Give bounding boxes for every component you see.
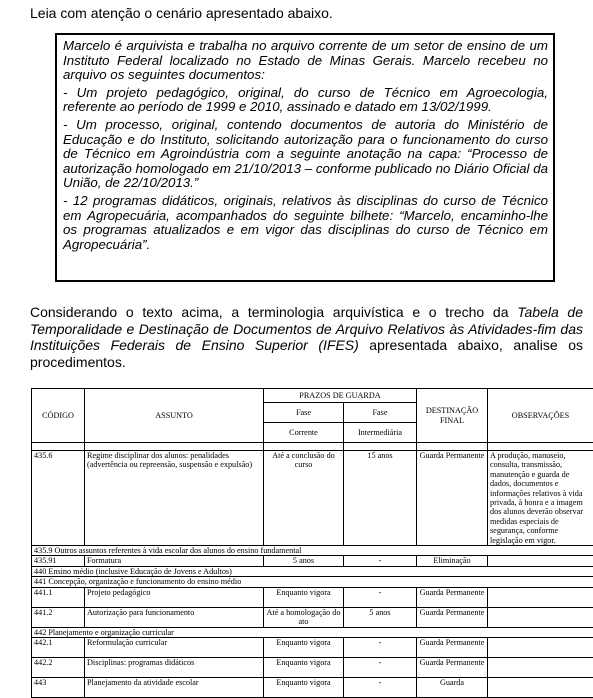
row-code: 441.2 (32, 607, 85, 627)
intro-text: Leia com atenção o cenário apresentado abaixo. (30, 5, 333, 21)
row-intermediaria: - (344, 556, 417, 566)
scenario-paragraph-4: - 12 programas didáticos, originais, relativos às disciplinas do curso de Técnico em Agropecuária, acompanhados do seguinte bilhete: “Marcelo, encaminho-lhe os programas atualizados e em vigor das disciplinas do curso de Técnico em Agropecuária”. (63, 194, 548, 252)
row-intermediaria: - (344, 658, 417, 678)
row-subject: Planejamento da atividade escolar (85, 678, 264, 698)
row-corrente: Enquanto vigora (264, 658, 344, 678)
row-corrente: Até a homologação do ato (264, 607, 344, 627)
row-subject: Projeto pedagógico (85, 587, 264, 607)
row-observacoes: A produção, manuseio, consulta, transmissão, manutenção e guarda de dados, documentos e informações relativos à vida privada, à honra e a imagem dos alunos deverão observar medidas especiais de segurança, conforme legislação em vigor. (488, 451, 593, 546)
section-label: 435.9 Outros assuntos referentes à vida escolar dos alunos do ensino fundamental (32, 546, 593, 556)
row-destinacao: Guarda Permanente (417, 451, 488, 546)
row-subject: Regime disciplinar dos alunos: penalidades (advertência ou repreensão, suspensão e expulsão) (85, 451, 264, 546)
row-intermediaria: 5 anos (344, 607, 417, 627)
table-row (32, 587, 593, 607)
row-corrente: 5 anos (264, 556, 344, 566)
row-code: 442.2 (32, 658, 85, 678)
section-label: 440 Ensino médio (inclusive Educação de Jovens e Adultos) (32, 566, 593, 576)
instruction-part-1: Considerando o texto acima, a terminologia arquivística e o trecho da (30, 304, 517, 320)
row-destinacao: Eliminação (417, 556, 488, 566)
scenario-paragraph-1: Marcelo é arquivista e trabalha no arquivo corrente de um setor de ensino de um Instituto Federal localizado no Estado de Minas Gerais. Marcelo recebeu no arquivo os seguintes documentos: (63, 39, 548, 83)
section-label: 442 Planejamento e organização curricular (32, 627, 593, 637)
header-assunto: ASSUNTO (85, 389, 264, 443)
row-observacoes (488, 638, 593, 658)
section-row (32, 577, 593, 587)
header-corrente: Corrente (264, 423, 344, 443)
row-subject: Reformulação curricular (85, 638, 264, 658)
row-code: 443 (32, 678, 85, 698)
row-corrente: Enquanto vigora (264, 638, 344, 658)
row-code: 435.6 (32, 451, 85, 546)
header-observacoes: OBSERVAÇÕES (488, 389, 593, 443)
table-title-reference: Tabela de Temporalidade e Destinação de Documentos de Arquivo Relativos às Atividades-fim das Instituições Federais de Ensino Superior (IFES) (30, 304, 583, 353)
instruction-part-2: apresentada abaixo, analise os procedimentos. (30, 337, 583, 370)
section-row (32, 566, 593, 576)
row-intermediaria: - (344, 638, 417, 658)
row-intermediaria: - (344, 587, 417, 607)
row-observacoes (488, 678, 593, 698)
row-destinacao: Guarda Permanente (417, 638, 488, 658)
header-codigo: CÓDIGO (32, 389, 85, 443)
row-intermediaria: - (344, 678, 417, 698)
section-row (32, 627, 593, 637)
table-row (32, 556, 593, 566)
row-corrente: Enquanto vigora (264, 678, 344, 698)
header-fase-intermediaria: Fase (344, 403, 417, 423)
table-row (32, 638, 593, 658)
table-row (32, 451, 593, 546)
row-destinacao: Guarda Permanente (417, 607, 488, 627)
header-destinacao: DESTINAÇÃO FINAL (417, 389, 488, 443)
row-intermediaria: 15 anos (344, 451, 417, 546)
row-subject: Autorização para funcionamento (85, 607, 264, 627)
row-code: 441.1 (32, 587, 85, 607)
row-code: 442.1 (32, 638, 85, 658)
row-observacoes (488, 587, 593, 607)
section-row (32, 546, 593, 556)
row-observacoes (488, 556, 593, 566)
header-prazos: PRAZOS DE GUARDA (264, 389, 417, 403)
row-subject: Formatura (85, 556, 264, 566)
row-observacoes (488, 607, 593, 627)
section-label: 441 Concepção, organização e funcionamento do ensino médio (32, 577, 593, 587)
table-row (32, 678, 593, 698)
scenario-box (55, 33, 555, 282)
scenario-paragraph-3: - Um processo, original, contendo documentos de autoria do Ministério de Educação e do Instituto, solicitando autorização para o funcionamento do curso de Técnico em Agroindústria com a seguinte anotação na capa: “Processo de autorização homologado em 21/10/2013 – conforme publicado no Diário Oficial da União, de 22/10/2013.” (63, 118, 548, 191)
row-destinacao: Guarda (417, 678, 488, 698)
header-fase-corrente: Fase (264, 403, 344, 423)
row-destinacao: Guarda Permanente (417, 587, 488, 607)
row-corrente: Enquanto vigora (264, 587, 344, 607)
table-row (32, 607, 593, 627)
instruction-paragraph (30, 304, 583, 370)
row-corrente: Até a conclusão do curso (264, 451, 344, 546)
scenario-paragraph-2: - Um projeto pedagógico, original, do curso de Técnico em Agroecologia, referente ao período de 1999 e 2010, assinado e datado em 13/02/1999. (63, 86, 548, 115)
row-code: 435.91 (32, 556, 85, 566)
row-subject: Disciplinas: programas didáticos (85, 658, 264, 678)
header-intermediaria: Intermediária (344, 423, 417, 443)
temporality-table (31, 388, 593, 698)
row-destinacao: Guarda Permanente (417, 658, 488, 678)
